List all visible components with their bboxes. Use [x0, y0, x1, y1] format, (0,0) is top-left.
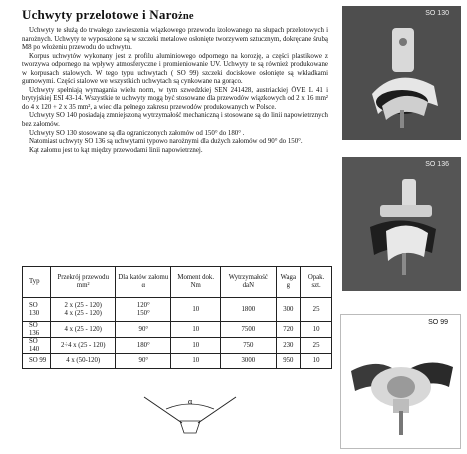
table-cell: 230 [276, 338, 301, 354]
table-header: Typ [23, 267, 51, 298]
conductor-line-left [144, 397, 182, 423]
photo-so-136 [342, 157, 461, 291]
table-cell: 10 [171, 338, 221, 354]
table-cell: 25 [301, 338, 332, 354]
paragraph: Kąt załomu jest to kąt między przewodami linii napowietrznej. [29, 146, 203, 154]
specs-table [22, 266, 332, 369]
table-cell: 300 [276, 298, 301, 322]
title-end: żne [178, 11, 194, 22]
table-cell: 25 [301, 298, 332, 322]
description-text [22, 27, 328, 155]
table-cell: 7500 [221, 322, 276, 338]
table-cell: 10 [301, 322, 332, 338]
photo-caption: SO 99 [428, 319, 448, 326]
clamp-symbol [180, 421, 200, 433]
clamp-image [342, 6, 461, 140]
table-row [23, 354, 332, 369]
paragraph: Uchwyty spełniają wymagania wielu norm, w tym szwedzkiej SEN 241428, austriackiej ÖVE L 41 i brytyjskiej ESI 43-14. Wszystkie te uchwyty mogą być stosowane dla przewodów wiązkowych od 2 x 16 mm² do 4 x 120 + 2 x 35 mm², a wiec dla pełnego zakresu przewodów produkowanych w Polsce. [22, 86, 328, 111]
photo-caption: SO 130 [425, 10, 449, 17]
table-cell: 120° 150° [116, 298, 171, 322]
table-cell: 4 x (50-120) [51, 354, 116, 369]
table-cell: 10 [171, 298, 221, 322]
table-cell: 10 [171, 322, 221, 338]
table-cell: 10 [171, 354, 221, 369]
table-row [23, 298, 332, 322]
photo-caption: SO 136 [425, 161, 449, 168]
photo-so-99 [340, 314, 461, 449]
photo-so-130 [342, 6, 461, 140]
table-header: Moment dok. Nm [171, 267, 221, 298]
table-cell: SO 99 [23, 354, 51, 369]
table-cell: SO 140 [23, 338, 51, 354]
table-cell: 90° [116, 354, 171, 369]
paragraph: Uchwyty SO 130 stosowane są dla ograniczonych załomów od 150° do 180° . [29, 129, 245, 137]
clamp-image [341, 315, 460, 448]
table-cell: SO 130 [23, 298, 51, 322]
table-cell: 2 x (25 - 120) 4 x (25 - 120) [51, 298, 116, 322]
clamp-image [342, 157, 461, 291]
table-cell: 2÷4 x (25 - 120) [51, 338, 116, 354]
conductor-line-right [198, 397, 236, 423]
table-header: Opak. szt. [301, 267, 332, 298]
title-main: Uchwyty przelotowe i Naro [22, 7, 179, 22]
table-header: Przekrój przewodu mm² [51, 267, 116, 298]
table-header: Waga g [276, 267, 301, 298]
paragraph: Korpus uchwytów wykonany jest z profilu aluminiowego odpornego na korozję, a części plastikowe z tworzywa odpornego na wpływy atmosferyczne i promieniowanie UV. Uchwyty te są również produkowane w korpusach stalowych. W tego typu uchwytach ( SO 99) szczeki dociskowe osłonięte są wkładkami gumowymi. Części stalowe we wszystkich uchwytach są cynkowane na gorąco. [22, 52, 328, 86]
table-cell: 4 x (25 - 120) [51, 322, 116, 338]
paragraph: Uchwyty te służą do trwałego zawieszenia wiązkowego przewodu izolowanego na słupach przelotowych i narożnych. Uchwyty te wyposażone są w szczeki metalowe osłonięte tworzywem sztucznym, dokręcane śrubą M8 po włożeniu przewodu do uchwytu. [22, 27, 328, 52]
table-cell: 90° [116, 322, 171, 338]
angle-label: α [188, 397, 193, 406]
table-row [23, 338, 332, 354]
table-header: Dla katów załomu α [116, 267, 171, 298]
page-title [22, 7, 194, 23]
paragraph: Natomiast uchwyty SO 136 są uchwytami typowo narożnymi dla dużych załomów od 90° do 150°. [29, 138, 303, 146]
table-cell: 950 [276, 354, 301, 369]
table-cell: 3000 [221, 354, 276, 369]
table-header-row [23, 267, 332, 298]
table-cell: 1800 [221, 298, 276, 322]
table-row [23, 322, 332, 338]
table-cell: 10 [301, 354, 332, 369]
angle-diagram [140, 393, 240, 441]
paragraph: Uchwyty SO 140 posiadają zmniejszoną wytrzymałość mechaniczną i stosowane są do linii napowietrznych bez załomów. [22, 112, 328, 129]
table-header: Wytrzymałość daN [221, 267, 276, 298]
table-cell: SO 136 [23, 322, 51, 338]
table-cell: 720 [276, 322, 301, 338]
table-cell: 180° [116, 338, 171, 354]
table-cell: 750 [221, 338, 276, 354]
